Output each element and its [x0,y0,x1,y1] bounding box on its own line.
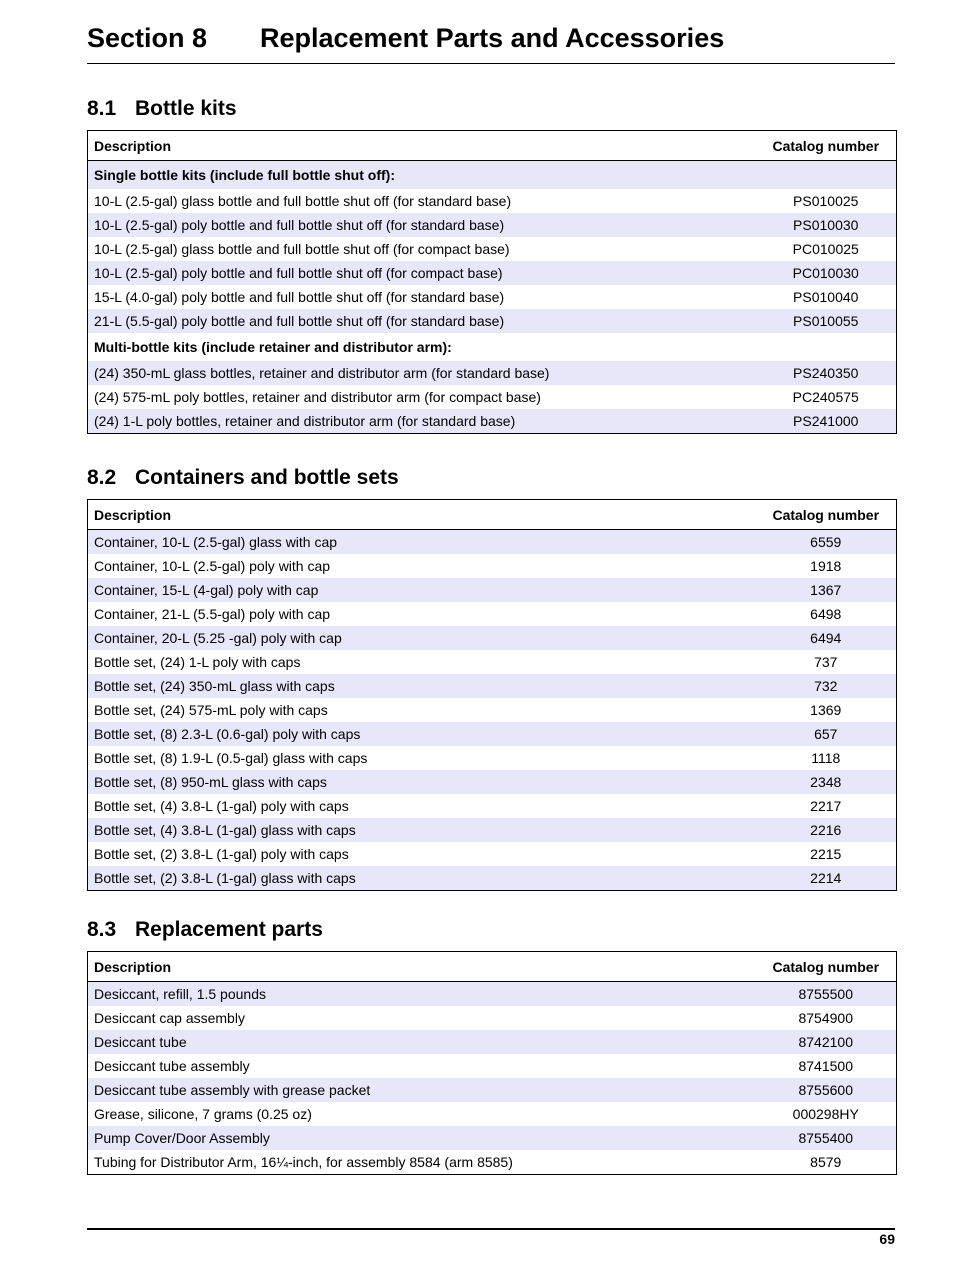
description-cell: Bottle set, (2) 3.8-L (1-gal) poly with caps [94,846,349,862]
description-cell: Bottle set, (24) 1-L poly with caps [94,654,301,670]
catalog-number-cell: PS010055 [756,309,897,333]
section-number: Section 8 [87,23,208,53]
catalog-number-cell: PS240350 [756,361,897,385]
description-cell: Container, 15-L (4-gal) poly with cap [88,578,756,602]
catalog-number-cell: 8755400 [756,1126,897,1150]
catalog-number-cell: 8755500 [756,982,897,1007]
description-cell: Desiccant cap assembly [94,1010,245,1026]
heading-number: 8.1 [87,97,117,120]
table-row [88,385,897,409]
section-title: Replacement Parts and Accessories [260,23,725,53]
table-header-row [88,952,897,982]
catalog-number-cell: 8741500 [798,1058,853,1074]
column-header-description: Description [88,500,756,530]
table-row [88,361,897,385]
heading-title: Bottle kits [135,97,237,120]
table-row [88,554,897,578]
table-row [88,213,897,237]
catalog-number-cell: 1118 [811,750,841,766]
table-row [88,1078,897,1102]
catalog-number-cell: 1918 [810,558,842,574]
column-header-catalog-number: Catalog number [756,500,897,530]
column-header-catalog-number: Catalog number [756,131,897,161]
catalog-number-cell: 6559 [756,530,897,555]
heading-number: 8.2 [87,466,117,489]
column-header-description: Description [88,131,756,161]
catalog-number-cell: 6498 [810,606,842,622]
catalog-number-cell: 8754900 [798,1010,853,1026]
description-cell: 10-L (2.5-gal) glass bottle and full bottle shut off (for standard base) [94,193,512,209]
description-cell: 10-L (2.5-gal) glass bottle and full bottle shut off (for compact base) [94,241,510,257]
column-header-catalog-number: Catalog number [756,952,897,982]
table-row [88,261,897,285]
description-cell: Container, 10-L (2.5-gal) glass with cap [88,530,756,555]
description-cell: Bottle set, (2) 3.8-L (1-gal) glass with caps [88,866,756,891]
catalog-number-cell: PS010030 [756,213,897,237]
catalog-number-cell: 2216 [756,818,897,842]
catalog-number-cell: PS010040 [793,289,859,305]
table-row [88,285,897,309]
catalog-number-cell: PC240575 [792,389,859,405]
table-row [88,1054,897,1078]
catalog-number-cell: 2214 [756,866,897,891]
description-cell: Bottle set, (24) 575-mL poly with caps [94,702,328,718]
table-row [88,794,897,818]
table-row [88,1126,897,1150]
description-cell: Desiccant tube assembly [94,1058,250,1074]
table-row [88,530,897,555]
heading-title: Containers and bottle sets [135,466,399,489]
description-cell: Bottle set, (24) 350-mL glass with caps [88,674,756,698]
table-row [88,578,897,602]
heading-number: 8.3 [87,918,117,941]
description-cell: 15-L (4.0-gal) poly bottle and full bottle shut off (for standard base) [94,289,505,305]
catalog-number-cell: 657 [756,722,897,746]
catalog-number-cell: PC010030 [756,261,897,285]
table-row [88,818,897,842]
table-row [88,866,897,891]
description-cell: Grease, silicone, 7 grams (0.25 oz) [94,1106,312,1122]
table-row [88,650,897,674]
description-cell: (24) 350-mL glass bottles, retainer and distributor arm (for standard base) [88,361,756,385]
table-row [88,1150,897,1175]
catalog-number-cell: 8579 [810,1154,842,1170]
table-row [88,674,897,698]
description-cell: (24) 1-L poly bottles, retainer and distributor arm (for standard base) [88,409,756,434]
description-cell: Bottle set, (8) 1.9-L (0.5-gal) glass with caps [94,750,368,766]
page-header [87,20,895,64]
catalog-number-cell: 732 [756,674,897,698]
description-cell: 21-L (5.5-gal) poly bottle and full bottle shut off (for standard base) [88,309,756,333]
catalog-number-cell: 1367 [756,578,897,602]
catalog-number-cell: 6494 [756,626,897,650]
group-label: Single bottle kits (include full bottle shut off): [88,161,897,190]
replacement-parts-table [87,951,897,1175]
page-number: 69 [879,1231,895,1247]
catalog-number-cell: 2348 [756,770,897,794]
table-header-row [88,500,897,530]
catalog-number-cell: PS241000 [756,409,897,434]
table-row [88,189,897,213]
footer-rule [87,1228,895,1230]
catalog-number-cell: PS010025 [793,193,859,209]
group-row [88,333,897,361]
description-cell: Bottle set, (4) 3.8-L (1-gal) poly with caps [94,798,349,814]
description-cell: Container, 20-L (5.25 -gal) poly with cap [88,626,756,650]
heading-bottle-kits [87,97,237,121]
heading-replacement-parts [87,918,323,942]
description-cell: Pump Cover/Door Assembly [88,1126,756,1150]
table-row [88,1030,897,1054]
catalog-number-cell: 1369 [810,702,842,718]
description-cell: Bottle set, (8) 2.3-L (0.6-gal) poly with caps [88,722,756,746]
table-header-row [88,131,897,161]
table-row [88,746,897,770]
catalog-number-cell: 000298HY [792,1106,859,1122]
description-cell: Tubing for Distributor Arm, 16¼-inch, for assembly 8584 (arm 8585) [94,1154,513,1170]
group-label: Multi-bottle kits (include retainer and distributor arm): [94,339,452,355]
catalog-number-cell: 2217 [810,798,842,814]
group-row [88,161,897,190]
catalog-number-cell: 8755600 [756,1078,897,1102]
table-row [88,1006,897,1030]
description-cell: Container, 21-L (5.5-gal) poly with cap [94,606,331,622]
table-row [88,626,897,650]
description-cell: Bottle set, (4) 3.8-L (1-gal) glass with caps [88,818,756,842]
description-cell: Desiccant tube assembly with grease packet [88,1078,756,1102]
catalog-number-cell: 737 [814,654,838,670]
containers-table [87,499,897,891]
catalog-number-cell: 8742100 [756,1030,897,1054]
table-row [88,309,897,333]
table-row [88,602,897,626]
table-row [88,982,897,1007]
catalog-number-cell: 2215 [810,846,842,862]
table-row [88,698,897,722]
table-row [88,770,897,794]
table-row [88,409,897,434]
description-cell: Desiccant tube [88,1030,756,1054]
heading-containers [87,466,399,490]
table-row [88,842,897,866]
column-header-description: Description [88,952,756,982]
description-cell: (24) 575-mL poly bottles, retainer and distributor arm (for compact base) [94,389,541,405]
description-cell: Desiccant, refill, 1.5 pounds [88,982,756,1007]
description-cell: 10-L (2.5-gal) poly bottle and full bottle shut off (for compact base) [88,261,756,285]
table-row [88,722,897,746]
description-cell: 10-L (2.5-gal) poly bottle and full bottle shut off (for standard base) [88,213,756,237]
heading-title: Replacement parts [135,918,323,941]
table-row [88,1102,897,1126]
table-row [88,237,897,261]
description-cell: Container, 10-L (2.5-gal) poly with cap [94,558,331,574]
bottle-kits-table [87,130,897,434]
description-cell: Bottle set, (8) 950-mL glass with caps [88,770,756,794]
catalog-number-cell: PC010025 [792,241,859,257]
